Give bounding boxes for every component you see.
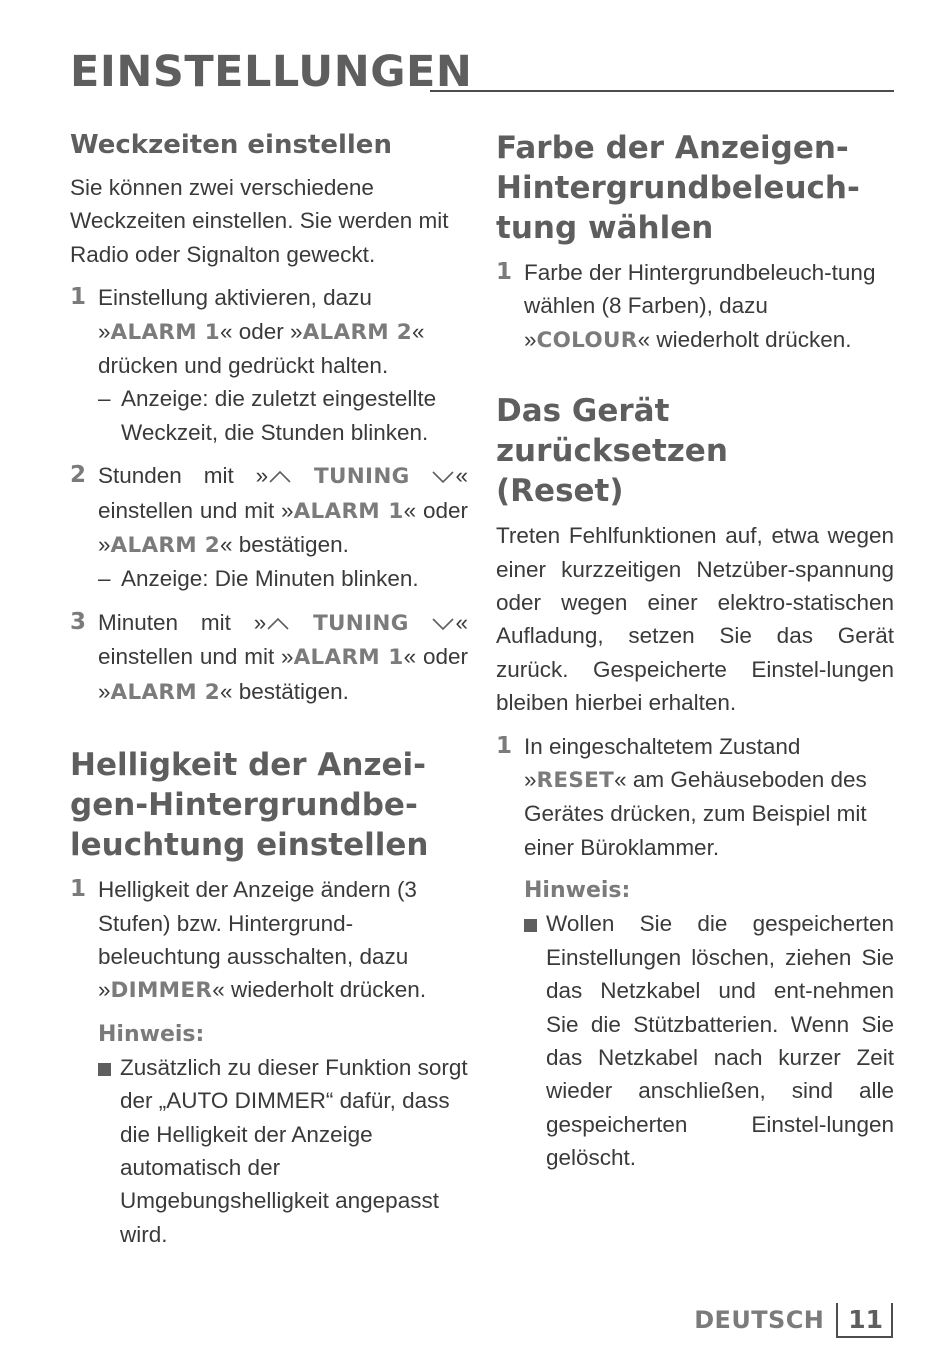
key-alarm-2: ALARM 2 — [302, 319, 413, 345]
step-alarm-1 — [70, 281, 468, 449]
step-result-text: Anzeige: die zuletzt eingestellte Weckzeit, die Stunden blinken. — [121, 386, 437, 445]
step-number: 2 — [70, 462, 87, 489]
step-result: – Anzeige: Die Minuten blinken. — [98, 566, 419, 592]
section-intro-weckzeiten: Sie können zwei verschiedene Weckzeiten einstellen. Sie werden mit Radio oder Signalton geweckt. — [70, 175, 449, 267]
step-text: « einstellen und mit » — [98, 463, 468, 523]
step-text: « oder » — [98, 497, 468, 558]
step-text: « am Gehäuseboden des Gerätes drücken, zum Beispiel mit einer Büroklammer. — [524, 767, 867, 860]
note-text: Wollen Sie die gespeicherten Einstellungen löschen, ziehen Sie das Netzkabel und ent-nehmen Sie die Stützbatterien. Wenn Sie das Netzkabel nach kurzer Zeit wieder anschließen, sind alle gespeicherten Einstel-lungen gelöscht. — [546, 911, 894, 1171]
step-text: « oder » — [220, 318, 303, 344]
chevron-up-icon — [268, 468, 292, 484]
step-number: 1 — [496, 732, 513, 759]
step-result-text: Anzeige: Die Minuten blinken. — [121, 566, 419, 592]
step-number: 1 — [70, 876, 87, 903]
key-tuning: TUNING — [314, 464, 410, 490]
section-title-line: tung wählen — [496, 210, 714, 246]
header-rule — [430, 90, 894, 92]
note-title: Hinweis: — [524, 878, 631, 904]
key-reset: RESET — [536, 768, 615, 794]
square-bullet-icon — [98, 1063, 111, 1076]
section-title-line: Hintergrundbeleuch- — [496, 170, 860, 206]
section-title-weckzeiten: Weckzeiten einstellen — [70, 130, 392, 160]
step-text: « bestätigen. — [220, 678, 349, 704]
step-text: « wiederholt drücken. — [637, 326, 852, 352]
section-title-reset — [496, 391, 894, 511]
chevron-down-icon — [431, 615, 455, 631]
step-text: « bestätigen. — [220, 532, 349, 558]
page-title: EINSTELLUNGEN — [70, 47, 473, 97]
square-bullet-icon — [524, 919, 537, 932]
chevron-down-icon — [431, 468, 455, 484]
section-title-line: gen-Hintergrundbe- — [70, 787, 418, 824]
step-number: 1 — [70, 284, 87, 311]
step-dimmer — [70, 873, 468, 1251]
step-text: « oder » — [98, 644, 468, 704]
step-text: « drücken und gedrückt halten. — [98, 318, 425, 379]
key-alarm-1: ALARM 1 — [293, 498, 404, 524]
key-alarm-2: ALARM 2 — [110, 533, 220, 559]
chevron-up-icon — [266, 615, 290, 631]
step-text: In eingeschaltetem Zustand » — [524, 733, 801, 793]
step-text: Stunden mit » — [98, 463, 269, 489]
step-text: Helligkeit der Anzeige ändern (3 Stufen) bzw. Hintergrund-beleuchtung ausschalten, dazu » — [98, 877, 417, 1003]
step-text: « einstellen und mit » — [98, 609, 468, 670]
step-colour — [496, 256, 894, 357]
note-item — [524, 907, 894, 1174]
section-title-line: (Reset) — [496, 473, 624, 510]
note-item — [98, 1051, 468, 1251]
step-alarm-3 — [70, 606, 468, 709]
section-title-helligkeit — [70, 745, 468, 865]
section-title-line: Helligkeit der Anzei- — [70, 747, 427, 784]
note-title: Hinweis: — [98, 1021, 205, 1047]
key-tuning: TUNING — [313, 610, 409, 636]
step-text: « wiederholt drücken. — [212, 977, 427, 1003]
step-number: 1 — [496, 259, 513, 285]
key-alarm-1: ALARM 1 — [110, 319, 220, 345]
key-colour: COLOUR — [536, 327, 638, 353]
page-footer — [694, 1299, 893, 1341]
footer-language: DEUTSCH — [694, 1306, 825, 1334]
step-alarm-2 — [70, 459, 468, 596]
section-title-line: leuchtung einstellen — [70, 827, 429, 864]
step-number: 3 — [70, 608, 87, 635]
section-title-farbe — [496, 128, 894, 248]
note-text: Zusätzlich zu dieser Funktion sorgt der „AUTO DIMMER“ dafür, dass die Helligkeit der Anzeige automatisch der Umgebungshelligkeit angepasst wird. — [120, 1054, 468, 1247]
page-number: 11 — [836, 1303, 893, 1338]
section-title-line: Das Gerät zurücksetzen — [496, 393, 728, 470]
key-dimmer: DIMMER — [110, 978, 213, 1004]
key-alarm-2: ALARM 2 — [110, 679, 220, 705]
step-text: Farbe der Hintergrundbeleuch-tung wählen (8 Farben), dazu » — [524, 260, 876, 352]
key-alarm-1: ALARM 1 — [293, 645, 404, 671]
step-reset — [496, 730, 894, 1175]
step-text: Einstellung aktivieren, dazu » — [98, 285, 372, 344]
left-column — [70, 128, 468, 1251]
step-result: – Anzeige: die zuletzt eingestellte Weckzeit, die Stunden blinken. — [98, 386, 437, 445]
right-column — [496, 128, 894, 1175]
section-title-line: Farbe der Anzeigen- — [496, 130, 849, 166]
step-text: Minuten mit » — [98, 609, 267, 635]
page-header — [70, 44, 894, 104]
section-intro-reset: Treten Fehlfunktionen auf, etwa wegen einer kurzzeitigen Netzüber-spannung oder wegen einer elektro-statischen Aufladung, setzen Sie das Gerät zurück. Gespeicherte Einstel-lungen bleiben hierbei erhalten. — [496, 523, 894, 716]
